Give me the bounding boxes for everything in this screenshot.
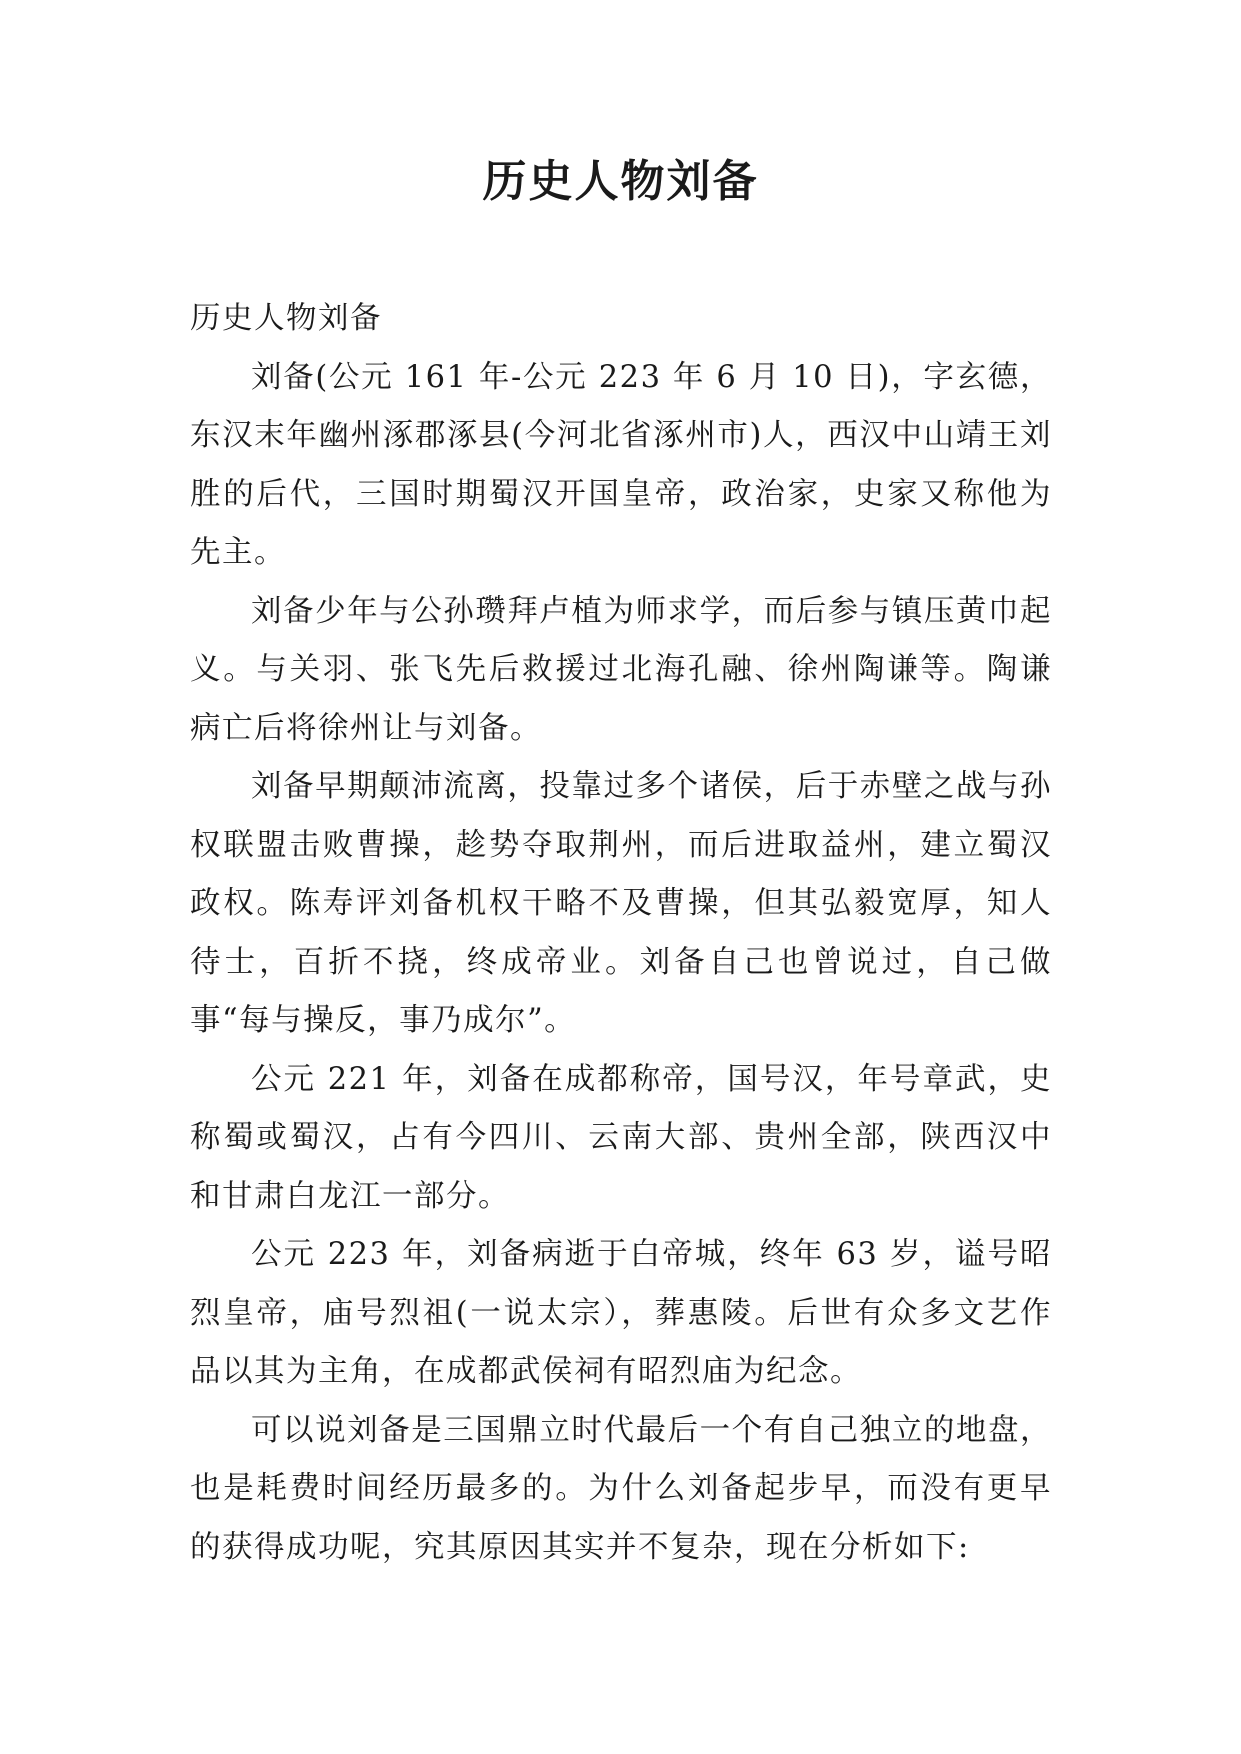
document-title: 历史人物刘备 xyxy=(482,156,759,207)
paragraph-2: 刘备少年与公孙瓒拜卢植为师求学，而后参与镇压黄巾起义。与关羽、张飞先后救援过北海孔融、徐州陶谦等。陶谦病亡后将徐州让与刘备。 xyxy=(190,593,1052,746)
document-subtitle: 历史人物刘备 xyxy=(190,301,382,336)
document-body xyxy=(190,290,1052,1577)
paragraph-1: 刘备(公元 161 年-公元 223 年 6 月 10 日)，字玄德，东汉末年幽州涿郡涿县(今河北省涿州市)人，西汉中山靖王刘胜的后代，三国时期蜀汉开国皇帝，政治家，史家又称他为先主。 xyxy=(190,359,1052,570)
paragraph-6: 可以说刘备是三国鼎立时代最后一个有自己独立的地盘，也是耗费时间经历最多的。为什么刘备起步早，而没有更早的获得成功呢，究其原因其实并不复杂，现在分析如下: xyxy=(190,1412,1052,1565)
paragraph-5: 公元 223 年，刘备病逝于白帝城，终年 63 岁，谥号昭烈皇帝，庙号烈祖(一说太宗），葬惠陵。后世有众多文艺作品以其为主角，在成都武侯祠有昭烈庙为纪念。 xyxy=(190,1237,1052,1389)
paragraph-4: 公元 221 年，刘备在成都称帝，国号汉，年号章武，史称蜀或蜀汉，占有今四川、云南大部、贵州全部，陕西汉中和甘肃白龙江一部分。 xyxy=(190,1061,1052,1214)
paragraph-3: 刘备早期颠沛流离，投靠过多个诸侯，后于赤壁之战与孙权联盟击败曹操，趁势夺取荆州，而后进取益州，建立蜀汉政权。陈寿评刘备机权干略不及曹操，但其弘毅宽厚，知人待士，百折不挠，终成帝业。刘备自己也曾说过，自己做事“每与操反，事乃成尔”。 xyxy=(190,769,1052,1038)
